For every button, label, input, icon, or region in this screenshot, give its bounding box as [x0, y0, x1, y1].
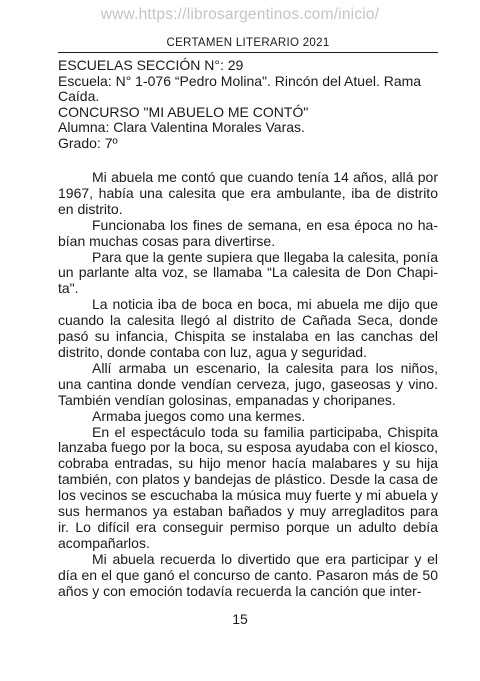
- watermark-url: www.https://librosargentinos.com/inicio/: [100, 6, 380, 23]
- header-rule: [58, 52, 438, 53]
- paragraph: Funcionaba los fines de semana, en esa época no ha-bían muchas cosas para divertirse.: [58, 216, 438, 249]
- contest-line: CONCURSO "MI ABUELO ME CONTÓ": [58, 103, 309, 120]
- story-body: [58, 170, 438, 599]
- school-section-line: ESCUELAS SECCIÓN N°: 29: [58, 57, 244, 73]
- paragraph: Allí armaba un escenario, la calesita para los niños, una cantina donde vendían cerveza, jugo, gaseosas y vino. También vendían golosinas, empanadas y choripanes.: [58, 359, 438, 408]
- paragraph: En el espectáculo toda su familia participaba, Chispita lanzaba fuego por la boca, su esposa ayudaba con el kiosco, cobraba entradas, su hijo menor hacía malabares y su hija también, con platos y bandejas de plástico. Desde la casa de los vecinos se escuchaba la música muy fuerte y mi abuela y sus hermanos ya estaban bañados y muy arregladitos para ir. Lo difícil era conseguir permiso porque un adulto debía acompañarlos.: [58, 423, 438, 551]
- paragraph: Armaba juegos como una kermes.: [92, 407, 306, 424]
- student-line: Alumna: Clara Valentina Morales Varas.: [58, 119, 305, 135]
- paragraph: La noticia iba de boca en boca, mi abuela me dijo que cuando la calesita llegó al distrito de Cañada Seca, donde pasó su infancia, Chispita se instalaba en las canchas del distrito, donde contaba con luz, agua y seguridad.: [58, 296, 438, 360]
- running-head: CERTAMEN LITERARIO 2021: [166, 37, 330, 49]
- header-block: [58, 58, 438, 151]
- paragraph: Mi abuela me contó que cuando tenía 14 años, allá por 1967, había una calesita que era ambulante, iba de distrito en distrito.: [58, 169, 438, 217]
- page-number: 15: [232, 611, 248, 627]
- grade-line: Grado: 7º: [58, 134, 118, 151]
- paragraph: Para que la gente supiera que llegaba la calesita, ponía un parlante alta voz, se llamaba “La calesita de Don Chapi-ta".: [58, 248, 438, 297]
- school-line: Escuela: N° 1-076 “Pedro Molina". Rincón del Atuel. Rama Caída.: [58, 72, 422, 104]
- paragraph: Mi abuela recuerda lo divertido que era participar y el día en el que ganó el concurso de canto. Pasaron más de 50 años y con emoción todavía recuerda la canción que inter-: [58, 550, 438, 599]
